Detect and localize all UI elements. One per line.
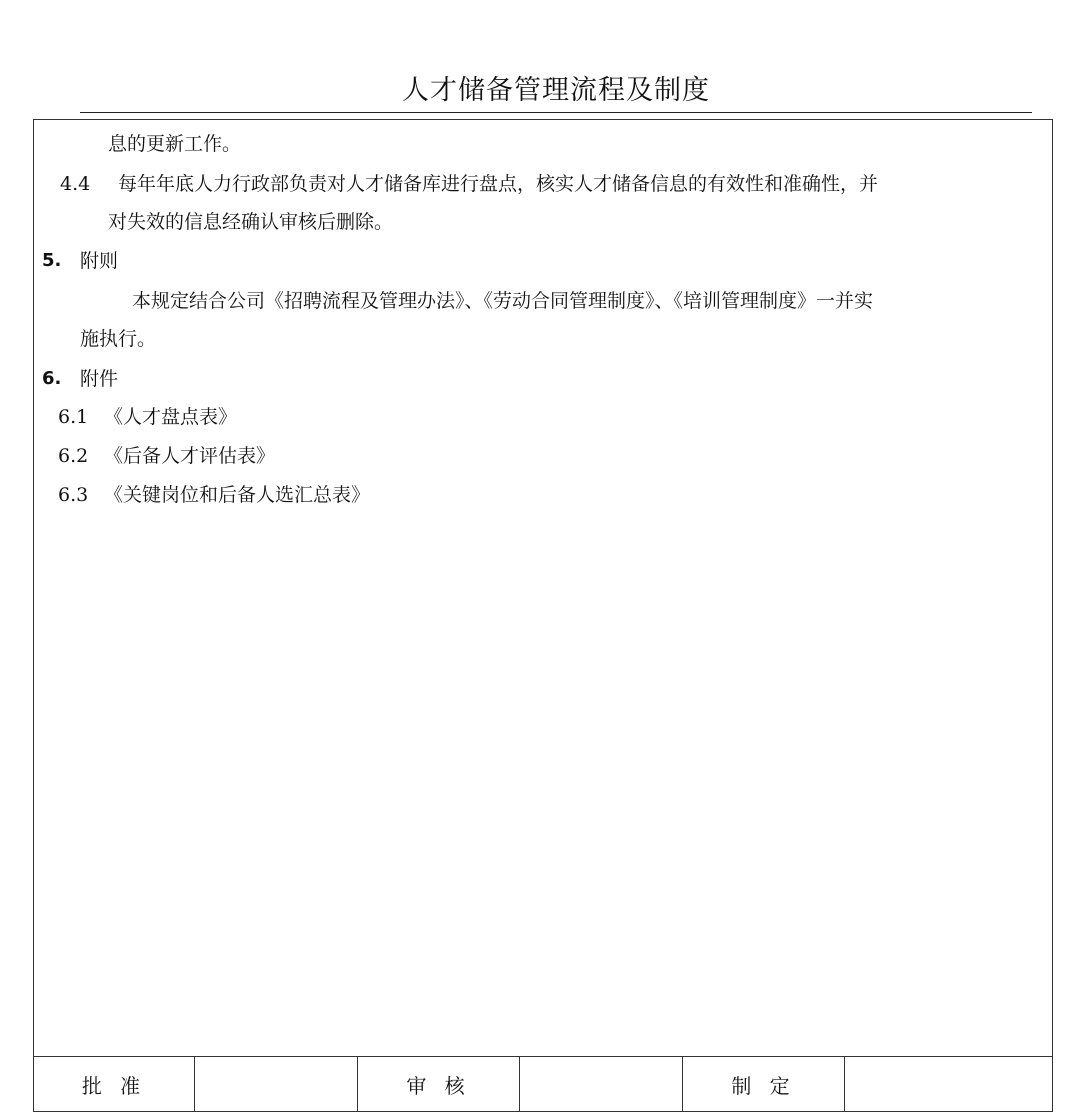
signature-row [34, 1057, 1053, 1112]
continuation-line: 息的更新工作。 [108, 133, 242, 155]
attachment-number: 6.2 [58, 445, 89, 467]
approve-label: 批 准 [34, 1057, 195, 1112]
document-header [80, 62, 1032, 113]
author-field[interactable] [845, 1057, 1053, 1112]
author-label: 制 定 [683, 1057, 845, 1112]
attachment-number: 6.3 [58, 484, 89, 506]
content-frame [33, 119, 1053, 1057]
document-title: 人才储备管理流程及制度 [402, 75, 710, 106]
item-4-4-text: 每年年底人力行政部负责对人才储备库进行盘点，核实人才储备信息的有效性和准确性，并 [118, 173, 879, 195]
section-5-paragraph-continued: 施执行。 [80, 328, 157, 350]
review-field[interactable] [520, 1057, 683, 1112]
section-6-number: 6. [42, 368, 62, 389]
section-6-title: 附件 [80, 368, 119, 390]
item-4-4-text-continued: 对失效的信息经确认审核后删除。 [108, 211, 394, 233]
attachment-item: 《关键岗位和后备人选汇总表》 [104, 484, 371, 506]
section-5-number: 5. [42, 250, 62, 271]
section-5-title: 附则 [80, 250, 119, 272]
signature-table [33, 1056, 1053, 1112]
approve-field[interactable] [195, 1057, 358, 1112]
attachment-item: 《后备人才评估表》 [104, 445, 276, 467]
section-5-paragraph: 本规定结合公司《招聘流程及管理办法》、《劳动合同管理制度》、《培训管理制度》一并实 [132, 290, 874, 312]
item-4-4-number: 4.4 [60, 173, 91, 195]
review-label: 审 核 [358, 1057, 520, 1112]
attachment-item: 《人才盘点表》 [104, 406, 238, 428]
attachment-number: 6.1 [58, 406, 89, 428]
